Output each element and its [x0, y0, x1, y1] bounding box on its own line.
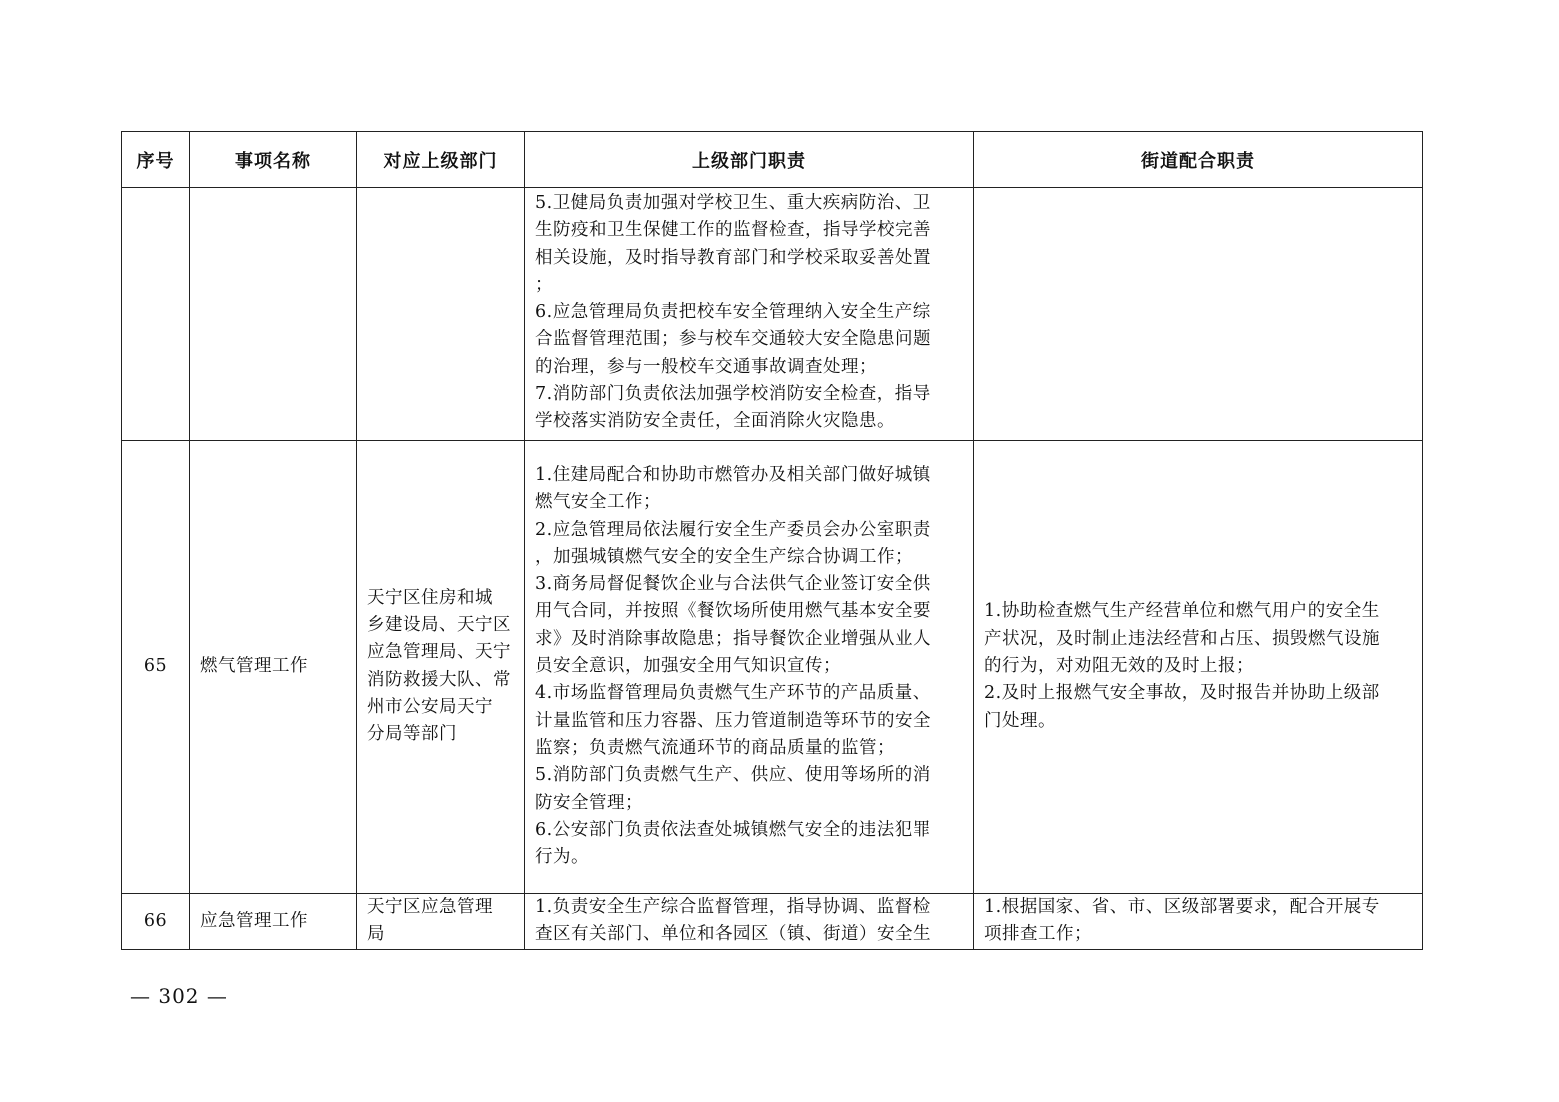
text-line: ；: [535, 274, 553, 295]
text-line: 的治理，参与一般校车交通事故调查处理；: [535, 356, 877, 377]
text-line: 求》及时消除事故隐患；指导餐饮企业增强从业人: [535, 628, 931, 649]
header-superior-dept: 对应上级部门: [357, 132, 525, 188]
text-line: 相关设施，及时指导教育部门和学校采取妥善处置: [535, 247, 931, 268]
text-line: 2.应急管理局依法履行安全生产委员会办公室职责: [535, 519, 931, 540]
coop-text: [984, 894, 1414, 949]
text-line: 学校落实消防安全责任，全面消除火灾隐患。: [535, 411, 895, 432]
text-line: 分局等部门: [367, 724, 457, 745]
row-seq: 65: [122, 440, 190, 893]
table-header-row: [122, 132, 1423, 188]
row-street-coop-duty: [974, 188, 1423, 441]
text-line: 5.消防部门负责燃气生产、供应、使用等场所的消: [535, 765, 931, 786]
text-line: 4.市场监督管理局负责燃气生产环节的产品质量、: [535, 683, 931, 704]
table-row: [122, 188, 1423, 441]
text-line: 天宁区住房和城: [367, 587, 493, 608]
text-line: 5.卫健局负责加强对学校卫生、重大疾病防治、卫: [535, 193, 931, 213]
text-line: 合监督管理范围；参与校车交通较大安全隐患问题: [535, 329, 931, 350]
row-superior-dept: [357, 893, 525, 949]
dept-text: [367, 894, 516, 949]
text-line: 计量监管和压力容器、压力管道制造等环节的安全: [535, 710, 931, 731]
text-line: 2.及时上报燃气安全事故，及时报告并协助上级部: [984, 683, 1380, 704]
text-line: 1.负责安全生产综合监督管理，指导协调、监督检: [535, 896, 931, 917]
text-line: 用气合同，并按照《餐饮场所使用燃气基本安全要: [535, 601, 931, 622]
table-row: [122, 440, 1423, 893]
header-street-coop-duty: 街道配合职责: [974, 132, 1423, 188]
row-superior-duty: [525, 440, 974, 893]
text-line: 消防救援大队、常: [367, 669, 511, 690]
text-line: 应急管理局、天宁: [367, 642, 511, 663]
text-line: 1.协助检查燃气生产经营单位和燃气用户的安全生: [984, 601, 1380, 622]
row-item-name: 燃气管理工作: [190, 440, 357, 893]
text-line: 局: [367, 924, 385, 945]
duty-table: [121, 131, 1423, 950]
text-line: 防安全管理；: [535, 792, 643, 813]
row-item-name: [190, 188, 357, 441]
text-line: 天宁区应急管理: [367, 896, 493, 917]
page-number: — 302 —: [130, 984, 228, 1008]
text-line: 门处理。: [984, 710, 1056, 731]
row-seq: 66: [122, 893, 190, 949]
text-line: 6.应急管理局负责把校车安全管理纳入安全生产综: [535, 302, 931, 323]
text-line: 乡建设局、天宁区: [367, 615, 511, 636]
text-line: 6.公安部门负责依法查处城镇燃气安全的违法犯罪: [535, 819, 931, 840]
table-row: [122, 893, 1423, 949]
dept-text: [367, 585, 516, 749]
text-line: 产状况，及时制止违法经营和占压、损毁燃气设施: [984, 628, 1380, 649]
duty-text: [535, 894, 965, 949]
text-line: 生防疫和卫生保健工作的监督检查，指导学校完善: [535, 220, 931, 241]
text-line: 1.根据国家、省、市、区级部署要求，配合开展专: [984, 896, 1380, 917]
text-line: 7.消防部门负责依法加强学校消防安全检查，指导: [535, 384, 931, 405]
row-superior-duty: [525, 188, 974, 441]
row-superior-duty: [525, 893, 974, 949]
text-line: 员安全意识，加强安全用气知识宣传；: [535, 656, 841, 677]
header-item-name: 事项名称: [190, 132, 357, 188]
duty-text: [535, 188, 965, 440]
row-seq: [122, 188, 190, 441]
text-line: 行为。: [535, 847, 589, 868]
row-street-coop-duty: [974, 440, 1423, 893]
row-street-coop-duty: [974, 893, 1423, 949]
text-line: 燃气安全工作；: [535, 492, 661, 513]
text-line: 州市公安局天宁: [367, 696, 493, 717]
header-superior-duty: 上级部门职责: [525, 132, 974, 188]
row-superior-dept: [357, 188, 525, 441]
text-line: 1.住建局配合和协助市燃管办及相关部门做好城镇: [535, 464, 931, 485]
row-item-name: 应急管理工作: [190, 893, 357, 949]
duty-text: [535, 462, 965, 871]
text-line: 监察；负责燃气流通环节的商品质量的监管；: [535, 737, 895, 758]
row-superior-dept: [357, 440, 525, 893]
text-line: 的行为，对劝阻无效的及时上报；: [984, 656, 1254, 677]
header-seq: 序号: [122, 132, 190, 188]
text-line: ，加强城镇燃气安全的安全生产综合协调工作；: [535, 546, 913, 567]
text-line: 项排查工作；: [984, 924, 1092, 945]
text-line: 3.商务局督促餐饮企业与合法供气企业签订安全供: [535, 574, 931, 595]
coop-text: [984, 598, 1414, 734]
text-line: 查区有关部门、单位和各园区（镇、街道）安全生: [535, 924, 931, 945]
